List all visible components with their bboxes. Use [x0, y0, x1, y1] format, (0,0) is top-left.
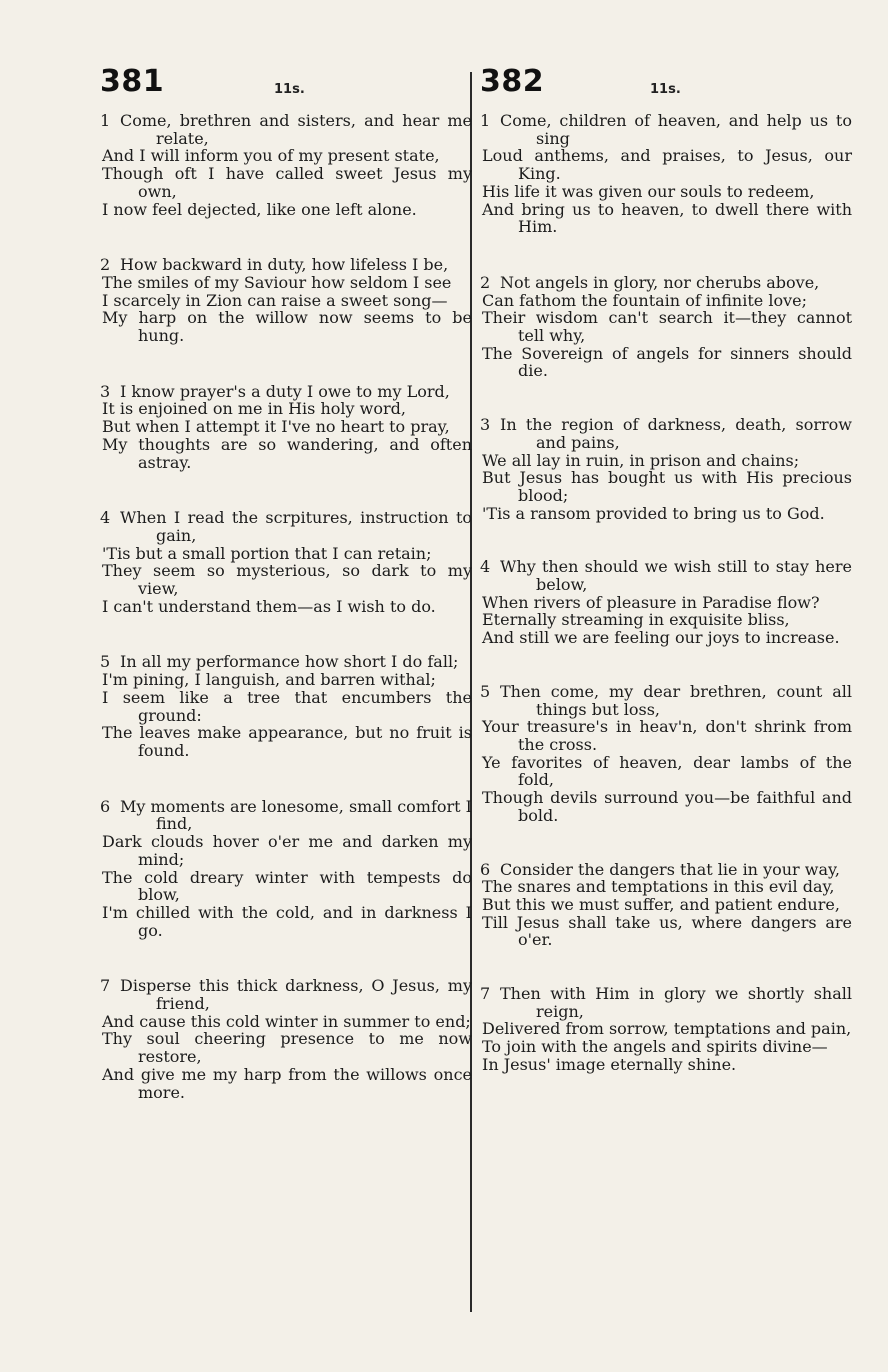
verse-line: Though oft I have called sweet Jesus my own,: [102, 164, 472, 201]
verse-line: They seem so mysterious, so dark to my view,: [102, 561, 472, 599]
hymn-number: 381: [100, 64, 165, 99]
verse: [100, 509, 472, 615]
verse-line: When I read the scrpitures, instruction to gain,: [120, 508, 472, 545]
verse-line: I scarcely in Zion can raise a sweet song—: [102, 290, 448, 310]
verse-line: In all my performance how short I do fall;: [120, 652, 459, 672]
verse-line: Come, brethren and sisters, and hear me relate,: [120, 111, 472, 148]
verse-line: Consider the dangers that lie in your way,: [500, 859, 841, 879]
verse-line: Their wisdom can't search it—they cannot tell why,: [482, 308, 852, 346]
verse: [100, 256, 472, 345]
verse-number: 5: [100, 652, 111, 672]
hymn-381: [100, 64, 472, 1101]
verse-number: 1: [100, 111, 111, 130]
verse-line: But when I attempt it I've no heart to pray,: [102, 417, 450, 437]
verse-line: It is enjoined on me in His holy word,: [102, 399, 406, 419]
verse-line: Till Jesus shall take us, where dangers are o'er.: [482, 912, 852, 950]
verse: [100, 798, 472, 940]
verse-number: 5: [480, 681, 491, 701]
verse-line: How backward in duty, how lifeless I be,: [120, 255, 449, 275]
verse-line: In Jesus' image eternally shine.: [482, 1054, 737, 1074]
verse-line: Come, children of heaven, and help us to sing: [500, 111, 852, 148]
verse-line: I know prayer's a duty I owe to my Lord,: [120, 381, 450, 401]
hymn-number: 382: [480, 64, 545, 99]
verse: [100, 112, 472, 218]
verse-line: I can't understand them—as I wish to do.: [102, 596, 436, 616]
verse-line: 'Tis but a small portion that I can retain;: [102, 543, 432, 563]
verse-line: In the region of darkness, death, sorrow and pains,: [500, 415, 852, 452]
verse-list: [480, 112, 852, 1074]
verse-line: I'm chilled with the cold, and in darkness I go.: [102, 902, 472, 940]
verse: [480, 416, 852, 522]
verse-number: 2: [100, 255, 111, 275]
verse-line: And I will inform you of my present state,: [102, 146, 440, 166]
verse-line: I seem like a tree that encumbers the ground:: [102, 687, 472, 725]
verse-line: His life it was given our souls to redeem,: [482, 181, 815, 201]
verse-line: And cause this cold winter in summer to end;: [102, 1011, 471, 1031]
verse-line: Ye favorites of heaven, dear lambs of the fold,: [482, 752, 852, 790]
verse-line: And give me my harp from the willows once more.: [102, 1064, 472, 1102]
hymn-382: [480, 64, 852, 1074]
verse-line: Then with Him in glory we shortly shall reign,: [500, 984, 852, 1021]
verse-line: My harp on the willow now seems to be hung.: [102, 308, 472, 346]
verse-line: We all lay in ruin, in prison and chains;: [482, 450, 800, 470]
verse: [480, 558, 852, 647]
verse-line: Not angels in glory, nor cherubs above,: [500, 272, 820, 292]
verse-line: The Sovereign of angels for sinners should die.: [482, 343, 852, 381]
verse-number: 7: [100, 976, 111, 996]
verse-list: [100, 112, 472, 1101]
verse: [100, 977, 472, 1101]
verse-number: 6: [480, 859, 491, 879]
verse-number: 7: [480, 984, 491, 1004]
verse-number: 3: [100, 381, 111, 401]
verse-line: Though devils surround you—be faithful and bold.: [482, 788, 852, 825]
verse-line: Can fathom the fountain of infinite love;: [482, 290, 807, 310]
verse-line: But this we must suffer, and patient endure,: [482, 894, 840, 914]
verse-line: Why then should we wish still to stay here below,: [500, 557, 852, 595]
verse-line: 'Tis a ransom provided to bring us to God.: [482, 503, 825, 523]
verse: [480, 112, 852, 236]
verse-line: The snares and temptations in this evil day,: [482, 877, 835, 897]
verse: [480, 985, 852, 1074]
verse-line: My thoughts are so wandering, and often astray.: [102, 434, 472, 472]
verse-number: 4: [480, 557, 491, 577]
hymn-header: [480, 64, 852, 108]
verse-number: 1: [480, 111, 491, 130]
verse-line: And still we are feeling our joys to increase.: [482, 628, 840, 648]
verse-line: My moments are lonesome, small comfort I find,: [120, 796, 472, 834]
verse-number: 2: [480, 272, 491, 292]
verse-number: 3: [480, 415, 491, 435]
verse-line: The leaves make appearance, but no fruit is found.: [102, 723, 472, 760]
verse-line: And bring us to heaven, to dwell there with Him.: [482, 199, 852, 237]
verse-number: 4: [100, 508, 111, 528]
verse-line: Eternally streaming in exquisite bliss,: [482, 610, 790, 630]
verse: [480, 683, 852, 825]
verse-line: Loud anthems, and praises, to Jesus, our King.: [482, 146, 852, 184]
verse-line: But Jesus has bought us with His precious blood;: [482, 468, 852, 505]
verse-line: Your treasure's in heav'n, don't shrink from the cross.: [482, 717, 852, 754]
verse-number: 6: [100, 796, 111, 816]
verse-line: The smiles of my Saviour how seldom I see: [102, 272, 452, 292]
hymn-meter: 11s.: [650, 82, 681, 97]
verse-line: I now feel dejected, like one left alone.: [102, 199, 417, 219]
verse: [100, 653, 472, 759]
verse-line: Delivered from sorrow, temptations and pain,: [482, 1019, 852, 1039]
verse: [480, 861, 852, 950]
verse: [480, 274, 852, 380]
verse-line: The cold dreary winter with tempests do blow,: [102, 867, 472, 905]
verse-line: Disperse this thick darkness, O Jesus, my friend,: [120, 976, 472, 1014]
verse: [100, 383, 472, 472]
verse-line: Dark clouds hover o'er me and darken my mind;: [102, 832, 472, 869]
verse-line: To join with the angels and spirits divine—: [482, 1037, 828, 1057]
verse-line: When rivers of pleasure in Paradise flow?: [482, 592, 820, 612]
verse-line: Thy soul cheering presence to me now restore,: [102, 1029, 472, 1067]
verse-line: Then come, my dear brethren, count all things but loss,: [500, 681, 852, 719]
hymn-header: [100, 64, 472, 108]
verse-line: I'm pining, I languish, and barren withal;: [102, 670, 436, 690]
hymn-meter: 11s.: [274, 82, 305, 97]
